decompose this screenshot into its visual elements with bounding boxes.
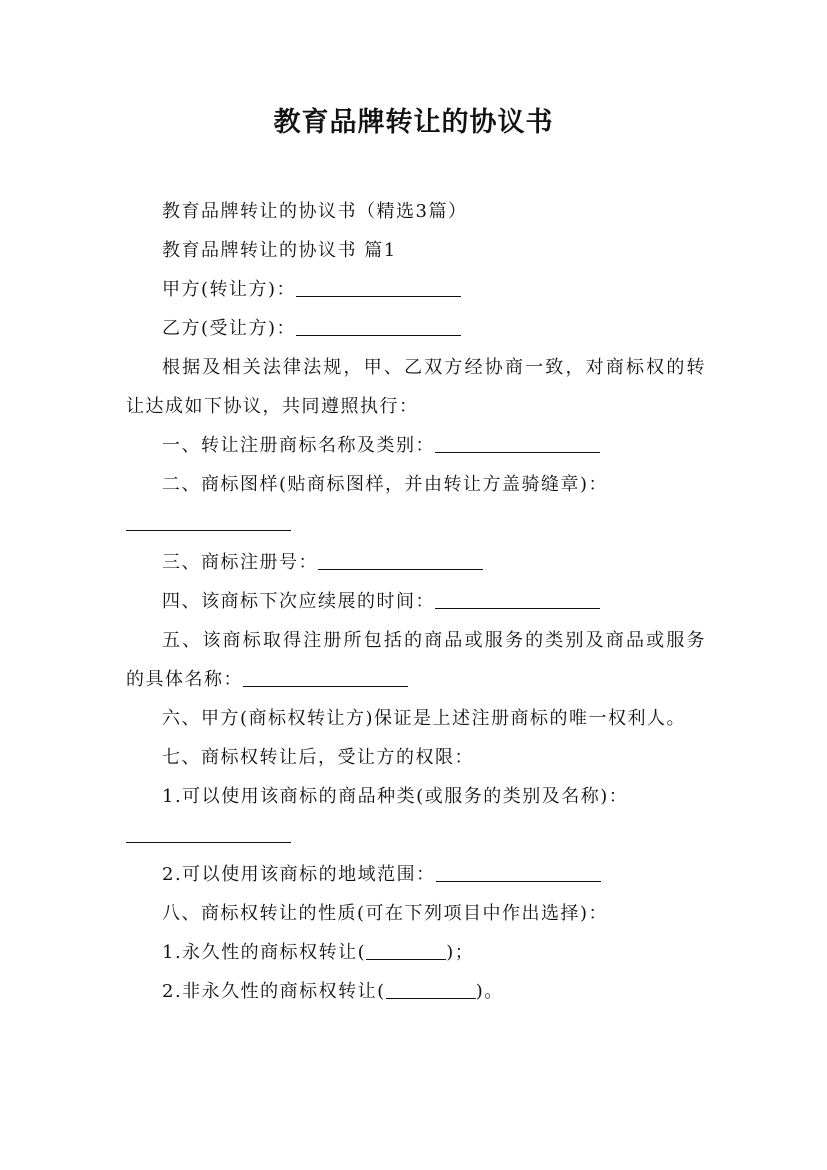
clause-8-option-1 xyxy=(126,933,706,972)
clause-7-item-2 xyxy=(126,855,706,894)
paragraph-text: 教育品牌转让的协议书（精选3篇） xyxy=(162,201,468,222)
fill-blank xyxy=(435,590,600,609)
clause-7 xyxy=(126,738,706,777)
paragraph-text: 乙方(受让方)： xyxy=(162,318,297,339)
clause-8-option-2 xyxy=(126,972,706,1011)
document-body xyxy=(126,192,706,1011)
clause-1 xyxy=(126,426,706,465)
paragraph-text: 五、该商标取得注册所包括的商品或服务的类别及商品或服务的具体名称： xyxy=(126,630,706,690)
paragraph-subtitle xyxy=(126,192,706,231)
party-b-line xyxy=(126,309,706,348)
fill-blank xyxy=(318,551,483,570)
paragraph-text: 二、商标图样(贴商标图样，并由转让方盖骑缝章)： xyxy=(162,474,609,495)
paragraph-text: 1.可以使用该商标的商品种类(或服务的类别及名称)： xyxy=(162,786,629,807)
paragraph-text: 教育品牌转让的协议书 篇1 xyxy=(162,240,397,261)
paragraph-text: 甲方(转让方)： xyxy=(162,279,297,300)
fill-blank xyxy=(243,668,408,687)
fill-blank xyxy=(435,434,600,453)
clause-7-item-1 xyxy=(126,777,706,816)
clause-5 xyxy=(126,621,706,699)
paragraph-text: )。 xyxy=(475,981,504,1002)
fill-blank xyxy=(296,317,461,336)
paragraph-text: 七、商标权转让后，受让方的权限： xyxy=(162,747,474,768)
fill-blank xyxy=(126,824,291,843)
fill-blank xyxy=(296,278,461,297)
clause-2 xyxy=(126,465,706,504)
paragraph-section-heading xyxy=(126,231,706,270)
paragraph-text: 四、该商标下次应续展的时间： xyxy=(162,591,435,612)
paragraph-text: 2.可以使用该商标的地域范围： xyxy=(162,864,436,885)
paragraph-text: 2.非永久性的商标权转让( xyxy=(162,981,386,1002)
clause-4 xyxy=(126,582,706,621)
clause-8 xyxy=(126,894,706,933)
party-a-line xyxy=(126,270,706,309)
paragraph-text: 一、转让注册商标名称及类别： xyxy=(162,435,435,456)
paragraph-text: 八、商标权转让的性质(可在下列项目中作出选择)： xyxy=(162,903,609,924)
paragraph-text: 1.永久性的商标权转让( xyxy=(162,942,367,963)
paragraph-text: 六、甲方(商标权转让方)保证是上述注册商标的唯一权利人。 xyxy=(162,708,687,729)
fill-blank xyxy=(436,863,601,882)
clause-3 xyxy=(126,543,706,582)
fill-blank xyxy=(126,512,291,531)
paragraph-text: )； xyxy=(446,942,475,963)
fill-blank xyxy=(366,941,446,960)
paragraph-text: 三、商标注册号： xyxy=(162,552,318,573)
clause-6 xyxy=(126,699,706,738)
paragraph-preamble xyxy=(126,348,706,426)
fill-blank xyxy=(386,980,476,999)
clause-2-blank-line xyxy=(126,504,706,543)
paragraph-text: 根据及相关法律法规，甲、乙双方经协商一致，对商标权的转让达成如下协议，共同遵照执行： xyxy=(126,357,706,417)
clause-7-item-1-blank-line xyxy=(126,816,706,855)
document-title: 教育品牌转让的协议书 xyxy=(273,107,554,138)
